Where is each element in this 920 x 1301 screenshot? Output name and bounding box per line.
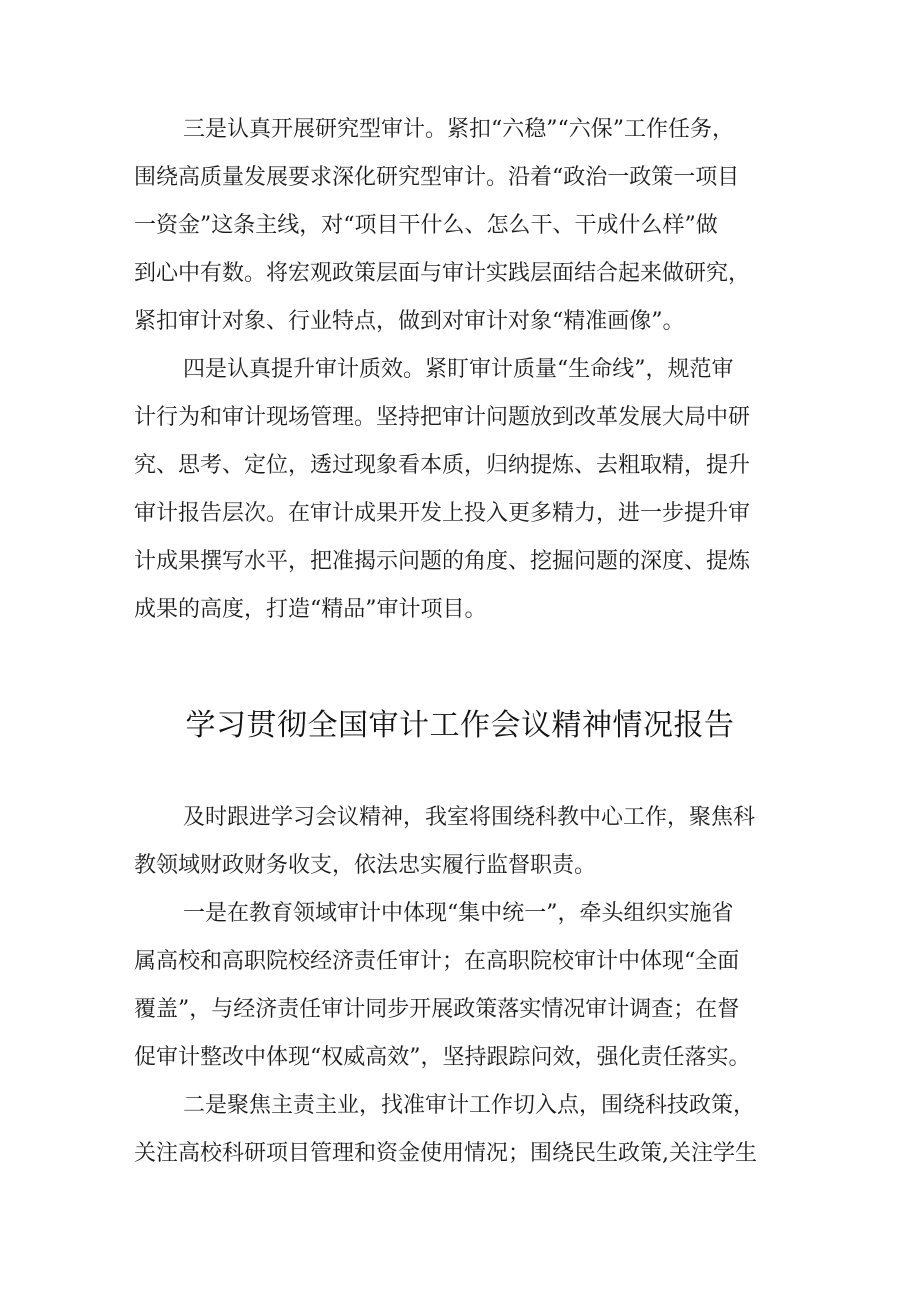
text-line: 计行为和审计现场管理。坚持把审计问题放到改革发展大局中研 <box>134 405 751 430</box>
text-line: 及时跟进学习会议精神，我室将围绕科教中心工作，聚焦科 <box>183 805 756 830</box>
text-line: 围绕高质量发展要求深化研究型审计。沿着“政治一政策一项目 <box>134 165 740 190</box>
text-line: 二是聚焦主责主业，找准审计工作切入点，围绕科技政策， <box>183 1093 756 1118</box>
text-line: 教领域财政财务收支，依法忠实履行监督职责。 <box>134 853 597 878</box>
text-line: 一是在教育领域审计中体现“集中统一”，牵头组织实施省 <box>183 901 734 926</box>
text-line: 四是认真提升审计质效。紧盯审计质量“生命线”，规范审 <box>183 357 734 382</box>
text-line: 究、思考、定位，透过现象看本质，归纳提炼、去粗取精，提升 <box>134 453 751 478</box>
report-title: 学习贯彻全国审计工作会议精神情况报告 <box>185 708 735 743</box>
text-line: 促审计整改中体现“权威高效”，坚持跟踪问效，强化责任落实。 <box>134 1045 751 1070</box>
text-line: 属高校和高职院校经济责任审计；在高职院校审计中体现“全面 <box>134 949 740 974</box>
text-line: 成果的高度，打造“精品”审计项目。 <box>134 597 487 622</box>
text-line: 紧扣审计对象、行业特点，做到对审计对象“精准画像”。 <box>134 309 685 334</box>
text-line: 关注高校科研项目管理和资金使用情况；围绕民生政策,关注学生 <box>134 1141 757 1166</box>
text-line: 计成果撰写水平，把准揭示问题的角度、挖掘问题的深度、提炼 <box>134 549 751 574</box>
text-line: 三是认真开展研究型审计。紧扣“六稳”“六保”工作任务， <box>183 117 734 142</box>
text-line: 覆盖”，与经济责任审计同步开展政策落实情况审计调查；在督 <box>134 997 740 1022</box>
text-line: 一资金”这条主线，对“项目干什么、怎么干、干成什么样”做 <box>134 213 718 238</box>
text-line: 到心中有数。将宏观政策层面与审计实践层面结合起来做研究， <box>134 261 751 286</box>
text-line: 审计报告层次。在审计成果开发上投入更多精力，进一步提升审 <box>134 501 751 526</box>
